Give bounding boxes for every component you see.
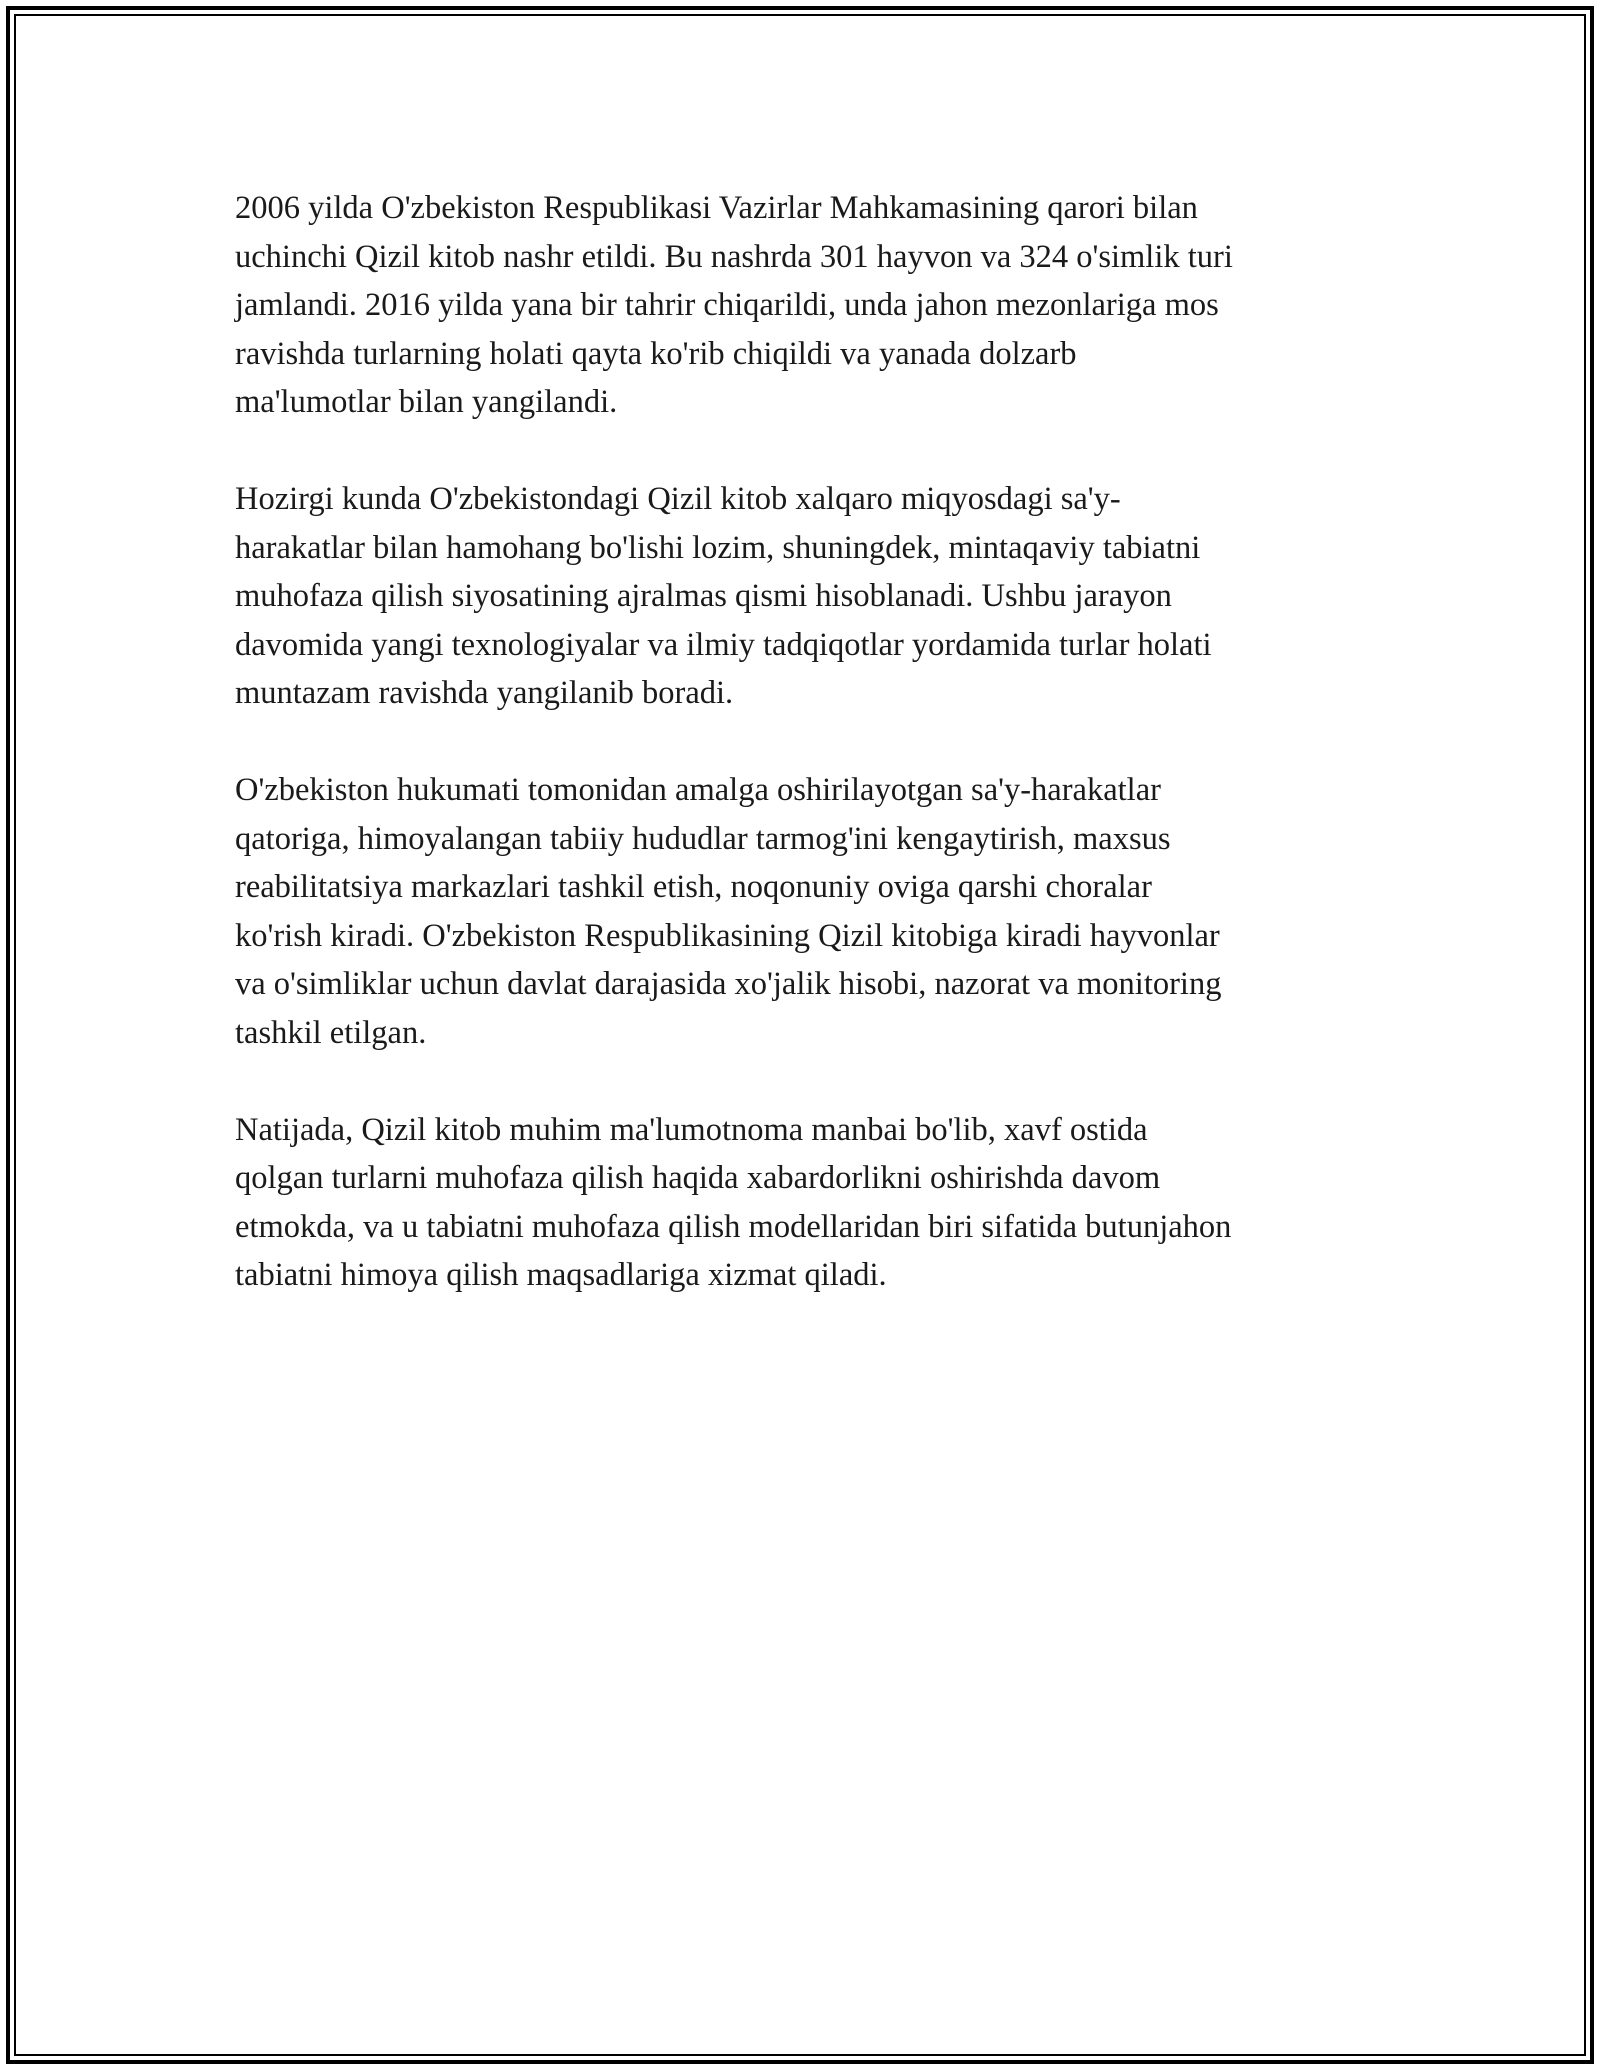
paragraph-4: Natijada, Qizil kitob muhim ma'lumotnoma manbai bo'lib, xavf ostida qolgan turlarni muhofaza qilish haqida xabardorlikni oshirishda davom etmokda, va u tabiatni muhofaza qilish modellaridan biri sifatida butunjahon tabiatni himoya qilish maqsadlariga xizmat qiladi. [235, 1111, 1232, 1293]
document-body [235, 184, 1375, 1300]
paragraph-3: O'zbekiston hukumati tomonidan amalga oshirilayotgan sa'y-harakatlar qatoriga, himoyalangan tabiiy hududlar tarmog'ini kengaytirish, maxsus reabilitatsiya markazlari tashkil etish, noqonuniy oviga qarshi choralar ko'rish kiradi. O'zbekiston Respublikasining Qizil kitobiga kiradi hayvonlar va o'simliklar uchun davlat darajasida xo'jalik hisobi, nazorat va monitoring tashkil etilgan. [235, 772, 1222, 1051]
paragraph-2: Hozirgi kunda O'zbekistondagi Qizil kitob xalqaro miqyosdagi sa'y- harakatlar bilan hamohang bo'lishi lozim, shuningdek, mintaqaviy tabiatni muhofaza qilish siyosatining ajralmas qismi hisoblanadi. Ushbu jarayon davomida yangi texnologiyalar va ilmiy tadqiqotlar yordamida turlar holati muntazam ravishda yangilanib boradi. [235, 481, 1212, 711]
paragraph-1: 2006 yilda O'zbekiston Respublikasi Vazirlar Mahkamasining qarori bilan uchinchi Qizil kitob nashr etildi. Bu nashrda 301 hayvon va 324 o'simlik turi jamlandi. 2016 yilda yana bir tahrir chiqarildi, unda jahon mezonlariga mos ravishda turlarning holati qayta ko'rib chiqildi va yanada dolzarb ma'lumotlar bilan yangilandi. [235, 190, 1233, 420]
